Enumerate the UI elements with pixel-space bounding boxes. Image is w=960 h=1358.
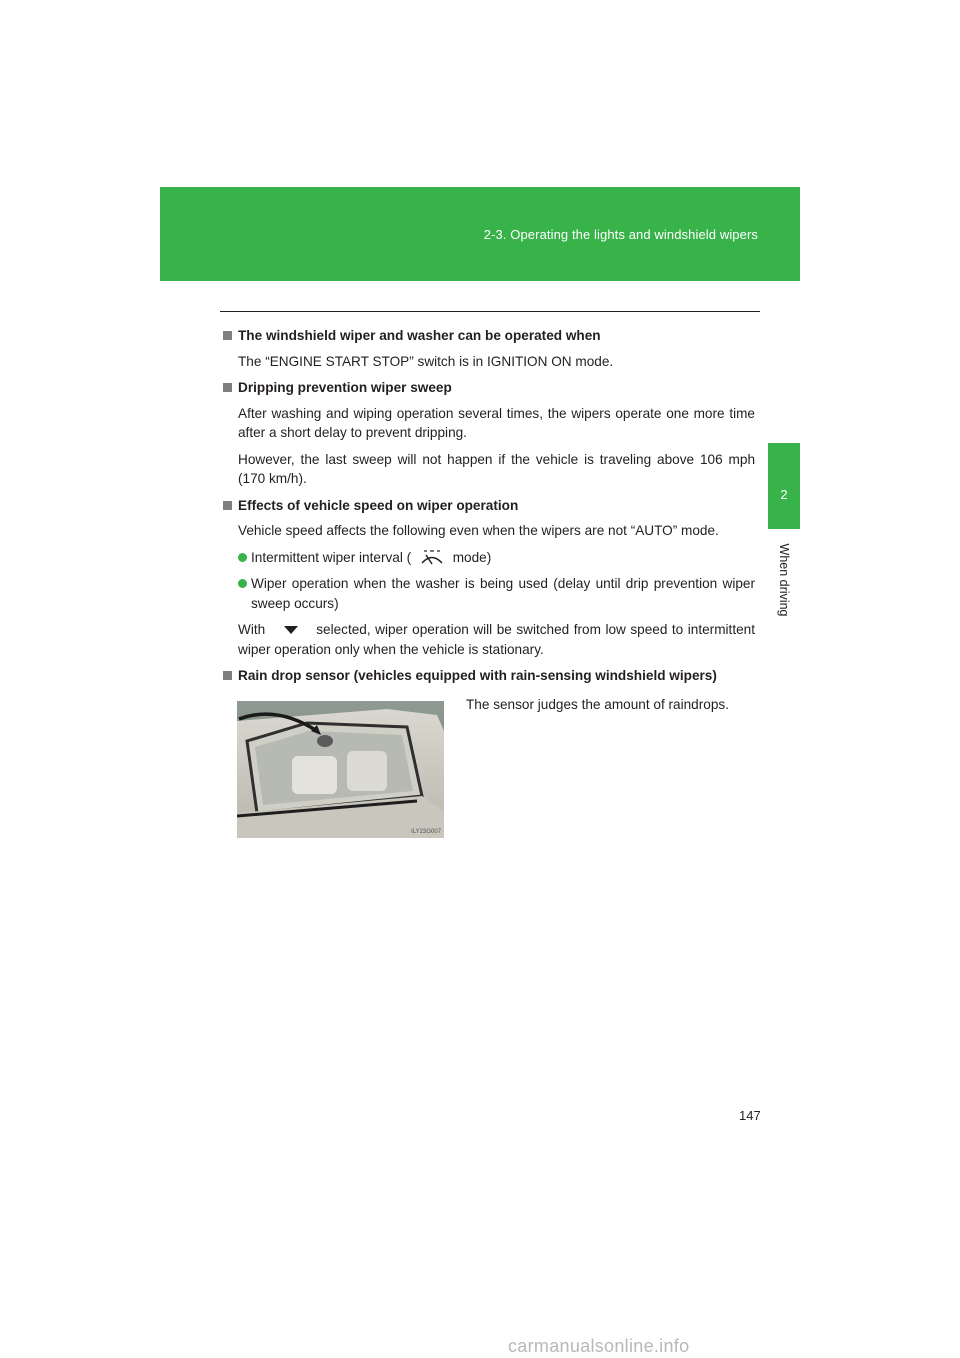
paragraph: After washing and wiping operation several times, the wipers operate one more time after a short delay to prevent dripping. — [238, 405, 755, 440]
dot-bullet-icon — [238, 553, 247, 562]
square-bullet-icon — [223, 383, 232, 392]
paragraph: However, the last sweep will not happen if the vehicle is traveling above 106 mph (170 km/h). — [238, 451, 755, 486]
dot-bullet-icon — [238, 579, 247, 588]
content — [223, 326, 755, 692]
chapter-tab — [768, 443, 800, 529]
section-heading: Effects of vehicle speed on wiper operation — [223, 496, 755, 516]
figure-code: ILY23G007 — [411, 829, 441, 835]
header-rule — [220, 311, 760, 312]
list-item: Intermittent wiper interval ( mode) — [238, 548, 755, 568]
paragraph: The “ENGINE START STOP” switch is in IGNITION ON mode. — [238, 353, 614, 369]
square-bullet-icon — [223, 671, 232, 680]
section-heading: Dripping prevention wiper sweep — [223, 378, 755, 398]
square-bullet-icon — [223, 331, 232, 340]
chapter-label: When driving — [777, 543, 791, 617]
watermark: carmanualsonline.info — [508, 1336, 690, 1356]
down-arrow-icon — [274, 624, 308, 636]
rain-sensor-figure — [237, 701, 444, 838]
chapter-number: 2 — [780, 487, 788, 502]
paragraph: Vehicle speed affects the following even when the wipers are not “AUTO” mode. — [238, 523, 719, 538]
figure-caption: The sensor judges the amount of raindrops. — [466, 697, 729, 712]
section-heading: The windshield wiper and washer can be operated when — [223, 326, 755, 346]
square-bullet-icon — [223, 501, 232, 510]
header-band — [160, 187, 800, 281]
section-heading: Rain drop sensor (vehicles equipped with rain-sensing windshield wipers) — [223, 666, 755, 686]
paragraph: With selected, wiper operation will be switched from low speed to intermittent wiper operation only when the vehicle is stationary. — [238, 622, 755, 657]
section-title: 2-3. Operating the lights and windshield wipers — [483, 227, 758, 242]
page-number: 147 — [739, 1108, 761, 1123]
car-interior-illustration — [237, 701, 444, 838]
list-item: Wiper operation when the washer is being used (delay until drip prevention wiper sweep occurs) — [238, 574, 755, 613]
intermittent-wiper-icon — [419, 549, 445, 567]
